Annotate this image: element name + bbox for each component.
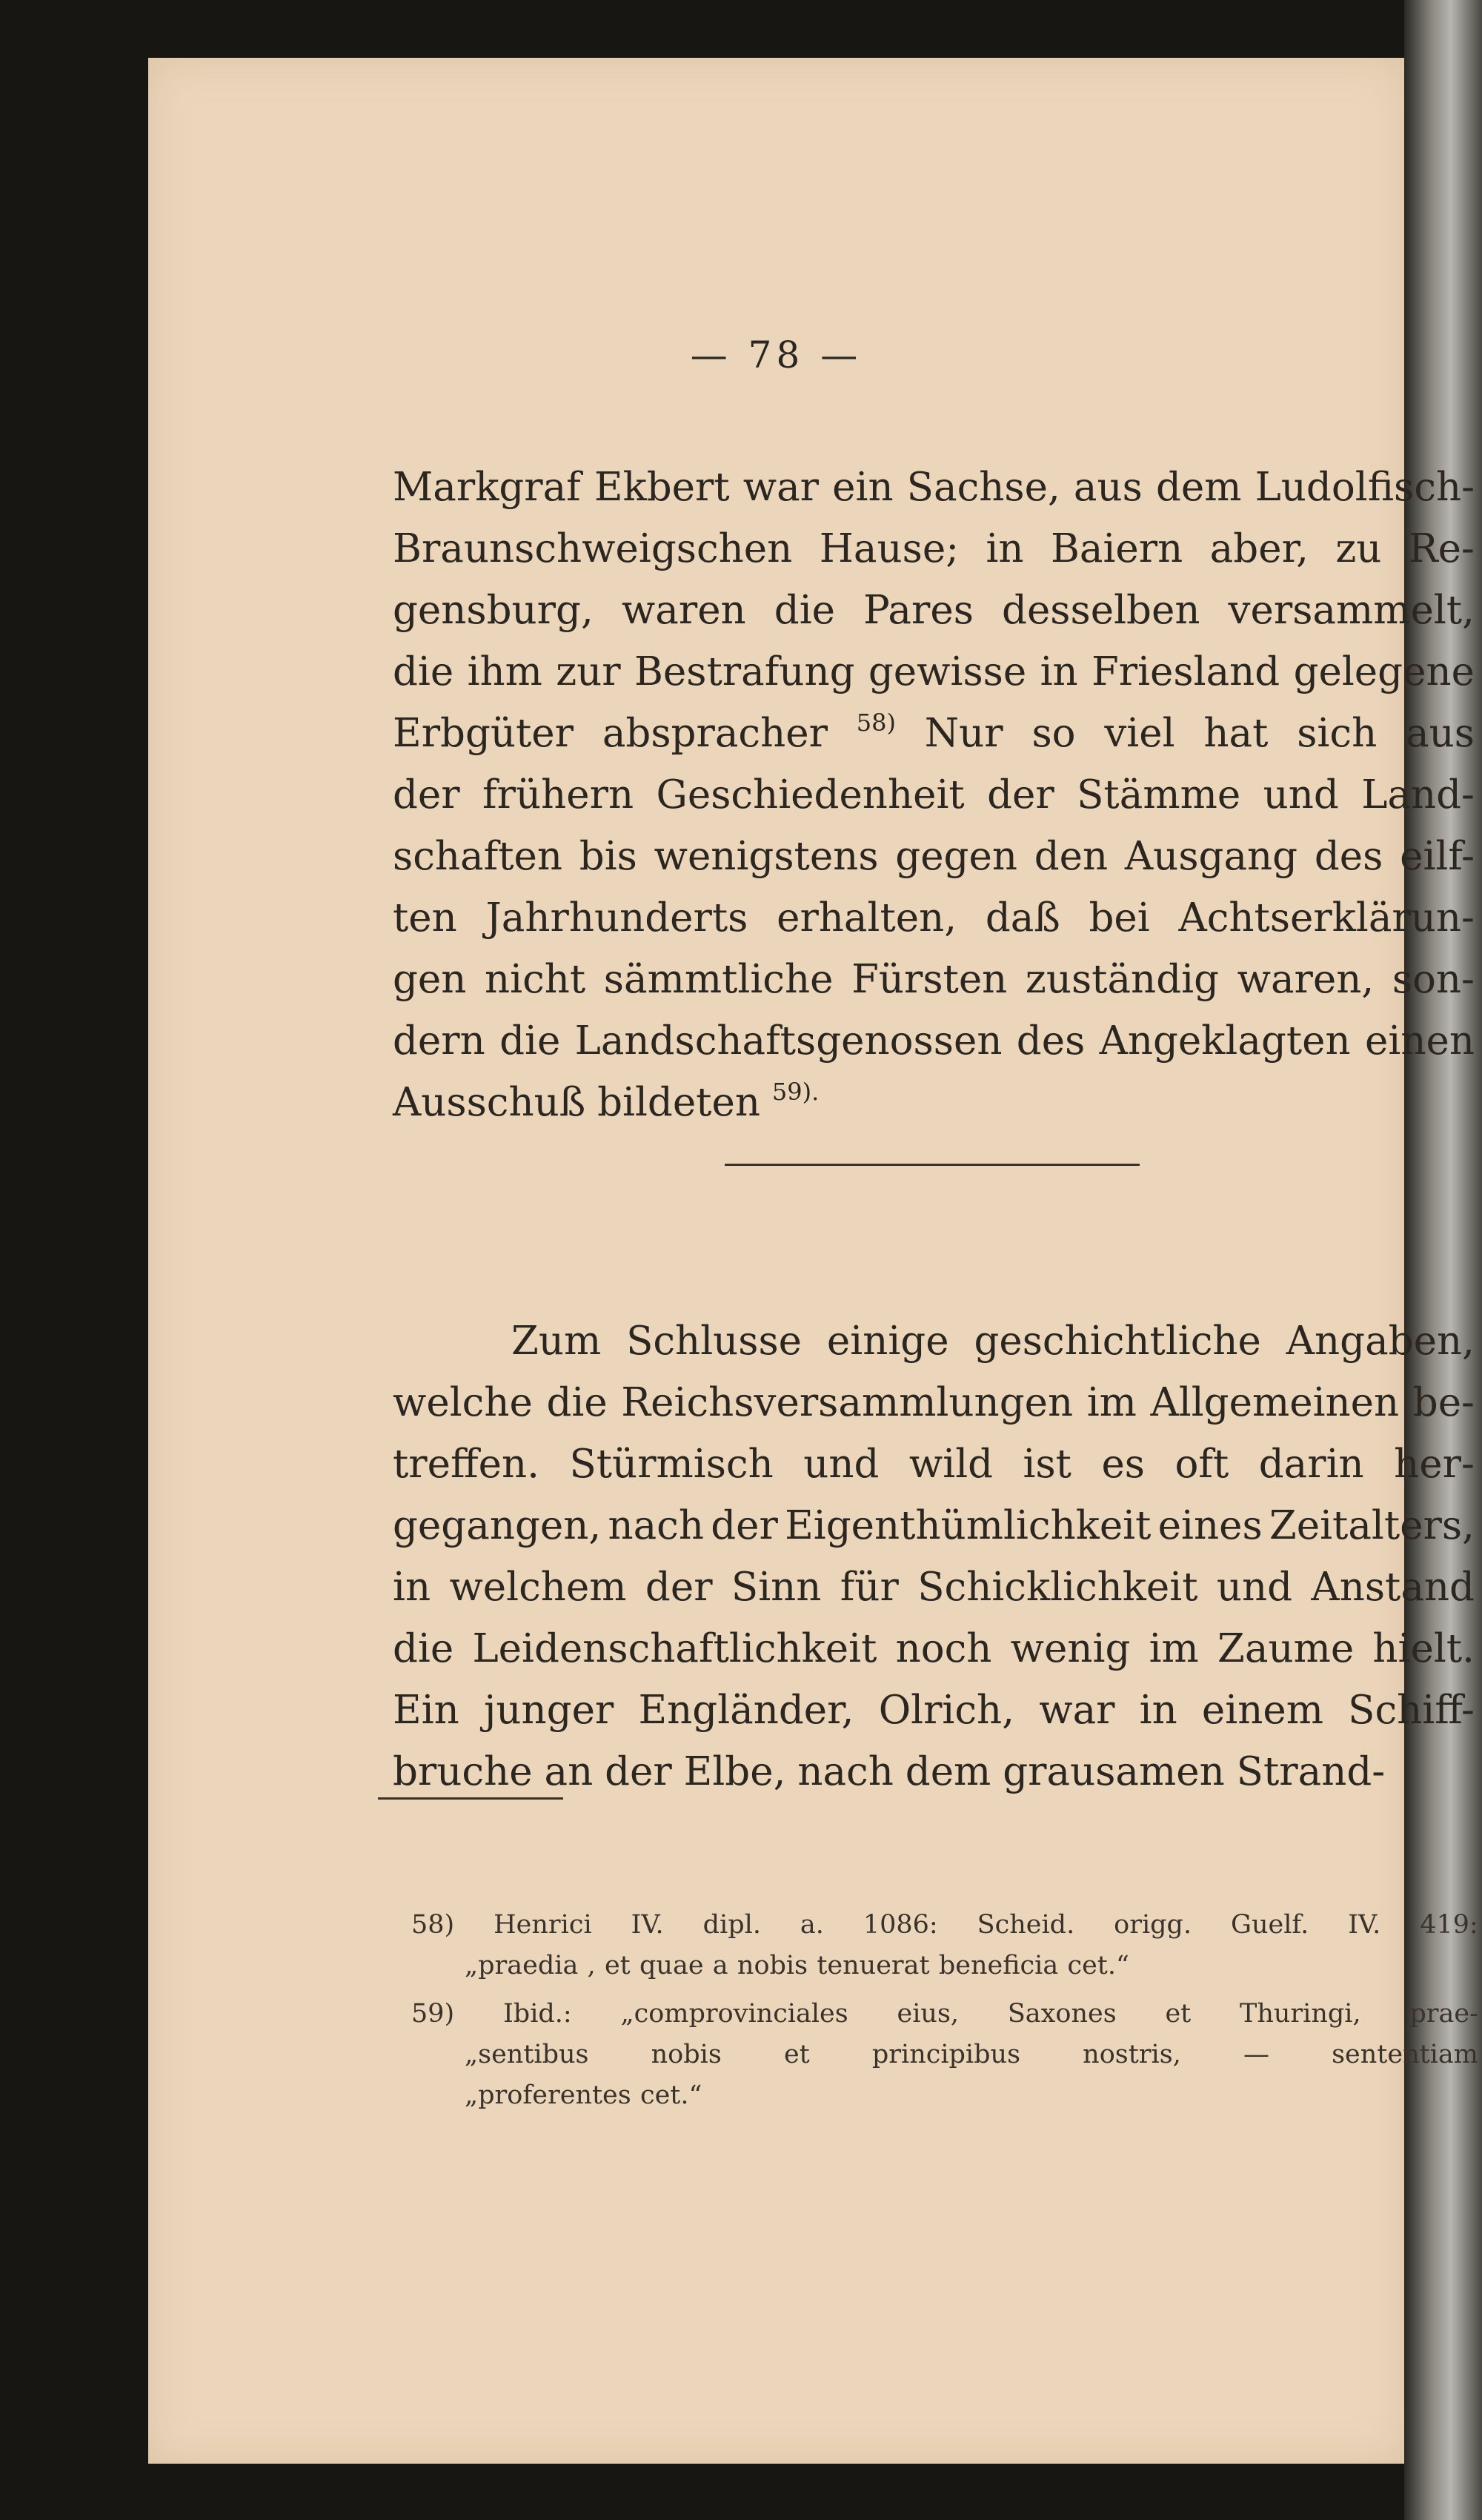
- word: Strand-: [1236, 1749, 1386, 1794]
- word: ist: [1023, 1442, 1071, 1487]
- word: Nur: [924, 711, 1003, 756]
- word: Eigenthümlichkeit: [785, 1503, 1152, 1548]
- word: aber,: [1209, 526, 1309, 571]
- word: und: [1263, 772, 1339, 818]
- text-line: [393, 1310, 1475, 1372]
- word: hat: [1203, 711, 1269, 756]
- word: prae-: [1409, 1999, 1478, 2029]
- word: Stürmisch: [569, 1442, 774, 1487]
- word: die: [393, 1626, 454, 1671]
- word: Zum: [511, 1319, 602, 1364]
- text-line: [393, 1556, 1475, 1618]
- word: her-: [1394, 1442, 1475, 1487]
- word: Schicklichkeit: [917, 1565, 1198, 1610]
- text-line: [393, 949, 1475, 1010]
- word: quae: [639, 1951, 704, 1980]
- word: treffen.: [393, 1442, 539, 1487]
- word: nach: [608, 1503, 705, 1548]
- word: hielt.: [1372, 1626, 1475, 1671]
- word: beneficia: [938, 1951, 1059, 1980]
- word: Erbgüter: [393, 711, 574, 756]
- word: ein: [832, 465, 894, 510]
- word: eilf-: [1400, 834, 1475, 879]
- word: „proferentes: [465, 2080, 631, 2110]
- word: aus: [1406, 711, 1475, 756]
- word: nobis: [651, 2040, 722, 2069]
- word: dem: [1155, 465, 1242, 510]
- word: principibus: [871, 2040, 1021, 2069]
- word: Ludolfisch-: [1255, 465, 1475, 510]
- book-page: [148, 58, 1478, 2464]
- word: 59): [411, 1999, 455, 2029]
- word: Braunschweigschen: [393, 526, 793, 571]
- word: Zeitalters,: [1269, 1503, 1475, 1548]
- scan-background-edge: [1404, 0, 1482, 2520]
- word: für: [840, 1565, 899, 1610]
- word: frühern: [482, 772, 634, 818]
- word: abspracher: [602, 711, 828, 756]
- word: bruche: [393, 1749, 533, 1794]
- word: Land-: [1361, 772, 1475, 818]
- word: „sentibus: [465, 2040, 589, 2069]
- word: Zaume: [1217, 1626, 1355, 1671]
- text-line: [393, 1372, 1475, 1433]
- word: Olrich,: [878, 1688, 1015, 1733]
- section-divider: [725, 1164, 1140, 1166]
- word: geschichtliche: [974, 1319, 1261, 1364]
- word: einen: [1365, 1018, 1475, 1064]
- word: Friesland: [1091, 649, 1280, 694]
- word: zu: [1335, 526, 1382, 571]
- word: 59).: [771, 1078, 820, 1106]
- word: 58): [411, 1910, 455, 1940]
- word: a.: [800, 1910, 824, 1940]
- footnote-line: [411, 1994, 1478, 2035]
- word: grausamen: [1003, 1749, 1225, 1794]
- word: et: [1165, 1999, 1192, 2029]
- word: im: [1086, 1380, 1137, 1425]
- word: daß: [985, 895, 1060, 941]
- word: be-: [1412, 1380, 1475, 1425]
- word: der: [711, 1503, 778, 1548]
- word: ,: [587, 1951, 596, 1980]
- word: Thuringi,: [1240, 1999, 1361, 2029]
- word: einem: [1201, 1688, 1323, 1733]
- word: Angaben,: [1286, 1319, 1475, 1364]
- footnote-line: [411, 1905, 1478, 1946]
- footnote-line: [411, 2035, 1478, 2075]
- word: des: [1314, 834, 1383, 879]
- word: eius,: [897, 1999, 960, 2029]
- word: Ausschuß: [393, 1080, 586, 1125]
- text-line: [393, 703, 1475, 764]
- word: waren: [621, 588, 746, 633]
- word: Allgemeinen: [1150, 1380, 1400, 1425]
- word: Engländer,: [638, 1688, 854, 1733]
- word: Re-: [1408, 526, 1475, 571]
- word: nach: [797, 1749, 894, 1794]
- word: der: [645, 1565, 713, 1610]
- word: die: [546, 1380, 608, 1425]
- word: der: [605, 1749, 672, 1794]
- text-line: [393, 1433, 1475, 1495]
- word: aus: [1073, 465, 1143, 510]
- word: Achtserklärun-: [1178, 895, 1475, 941]
- word: —: [1243, 2040, 1269, 2069]
- word: Angeklagten: [1099, 1018, 1351, 1064]
- word: gensburg,: [393, 588, 594, 633]
- word: Markgraf: [393, 465, 581, 510]
- word: und: [803, 1442, 880, 1487]
- word: in: [1139, 1688, 1177, 1733]
- word: wenigstens: [654, 834, 879, 879]
- word: 419:: [1420, 1910, 1478, 1940]
- word: a: [712, 1951, 728, 1980]
- word: Schlusse: [626, 1319, 803, 1364]
- word: sich: [1297, 711, 1378, 756]
- word: der: [987, 772, 1054, 818]
- text-line: [393, 1072, 1475, 1133]
- text-line: [393, 580, 1475, 641]
- word: junger: [483, 1688, 614, 1733]
- word: und: [1216, 1565, 1293, 1610]
- word: Landschaftsgenossen: [574, 1018, 1003, 1064]
- word: nostris,: [1083, 2040, 1181, 2069]
- word: Jahrhunderts: [485, 895, 748, 941]
- word: bei: [1089, 895, 1150, 941]
- footnote-line: [411, 2075, 1478, 2116]
- word: et: [604, 1951, 631, 1980]
- footnote: [411, 1905, 1478, 1986]
- word: Leidenschaftlichkeit: [472, 1626, 877, 1671]
- word: sententiam: [1332, 2040, 1478, 2069]
- word: Pares: [863, 588, 974, 633]
- word: schaften: [393, 834, 563, 879]
- word: Bestrafung: [634, 649, 855, 694]
- word: ten: [393, 895, 457, 941]
- word: war: [1039, 1688, 1115, 1733]
- word: welchem: [449, 1565, 627, 1610]
- text-line: [393, 1618, 1475, 1680]
- word: der: [393, 772, 460, 818]
- word: Anstand: [1311, 1565, 1475, 1610]
- word: zuständig: [1025, 957, 1219, 1002]
- word: eines: [1157, 1503, 1263, 1548]
- word: 1086:: [863, 1910, 938, 1940]
- word: oft: [1174, 1442, 1229, 1487]
- text-line: [393, 1495, 1475, 1556]
- word: Ekbert: [594, 465, 730, 510]
- word: nicht: [485, 957, 586, 1002]
- page-number: — 78 —: [690, 334, 863, 377]
- word: IV.: [1348, 1910, 1381, 1940]
- word: Ibid.:: [502, 1999, 572, 2029]
- footnote: [411, 1994, 1478, 2116]
- paragraph: [393, 457, 1475, 1133]
- word: bildeten: [597, 1080, 760, 1125]
- word: gegangen,: [393, 1503, 602, 1548]
- word: dipl.: [702, 1910, 761, 1940]
- text-line: [393, 457, 1475, 518]
- word: „praedia: [465, 1951, 579, 1980]
- word: so: [1031, 711, 1076, 756]
- word: Scheid.: [977, 1910, 1075, 1940]
- word: dern: [393, 1018, 485, 1064]
- word: tenuerat: [817, 1951, 930, 1980]
- word: Henrici: [494, 1910, 592, 1940]
- word: cet.“: [639, 2080, 702, 2110]
- footnote-divider: [378, 1797, 563, 1800]
- paragraph: [393, 1310, 1475, 1803]
- word: ihm: [467, 649, 542, 694]
- word: et: [783, 2040, 810, 2069]
- word: Baiern: [1050, 526, 1183, 571]
- word: Hause;: [819, 526, 960, 571]
- word: son-: [1392, 957, 1475, 1002]
- word: Fürsten: [851, 957, 1008, 1002]
- word: origg.: [1114, 1910, 1192, 1940]
- word: 58): [856, 709, 896, 737]
- word: im: [1149, 1626, 1199, 1671]
- word: waren,: [1237, 957, 1375, 1002]
- word: des: [1016, 1018, 1086, 1064]
- word: Sachse,: [906, 465, 1060, 510]
- word: Sinn: [731, 1565, 822, 1610]
- footnote-line: [411, 1946, 1478, 1986]
- word: Elbe,: [683, 1749, 786, 1794]
- word: nobis: [737, 1951, 808, 1980]
- word: gewisse: [868, 649, 1027, 694]
- word: viel: [1104, 711, 1175, 756]
- word: einige: [826, 1319, 949, 1364]
- word: in: [393, 1565, 431, 1610]
- word: gegen: [895, 834, 1017, 879]
- word: die: [774, 588, 836, 633]
- text-line: [393, 764, 1475, 826]
- word: an: [544, 1749, 594, 1794]
- word: Guelf.: [1231, 1910, 1309, 1940]
- word: die: [393, 649, 454, 694]
- word: in: [986, 526, 1024, 571]
- word: welche: [393, 1380, 533, 1425]
- word: desselben: [1002, 588, 1200, 633]
- text-line: [393, 1010, 1475, 1072]
- word: IV.: [631, 1910, 664, 1940]
- text-line: [393, 641, 1475, 703]
- word: versammelt,: [1228, 588, 1475, 633]
- word: „comprovinciales: [620, 1999, 848, 2029]
- word: gen: [393, 957, 467, 1002]
- word: zur: [556, 649, 621, 694]
- word: noch: [895, 1626, 992, 1671]
- word: wenig: [1010, 1626, 1131, 1671]
- word: Ausgang: [1124, 834, 1298, 879]
- word: den: [1034, 834, 1109, 879]
- word: Schiff-: [1348, 1688, 1475, 1733]
- text-line: [393, 518, 1475, 580]
- word: es: [1101, 1442, 1146, 1487]
- word: sämmtliche: [603, 957, 834, 1002]
- word: Geschiedenheit: [656, 772, 965, 818]
- word: Reichsversammlungen: [621, 1380, 1074, 1425]
- word: Stämme: [1077, 772, 1241, 818]
- word: gelegene: [1293, 649, 1475, 694]
- word: Saxones: [1007, 1999, 1117, 2029]
- word: Ein: [393, 1688, 459, 1733]
- word: cet.“: [1067, 1951, 1129, 1980]
- word: wild: [908, 1442, 994, 1487]
- word: dem: [905, 1749, 991, 1794]
- text-line: [393, 1741, 1475, 1803]
- word: bis: [579, 834, 637, 879]
- word: war: [742, 465, 820, 510]
- text-line: [393, 826, 1475, 887]
- text-line: [393, 887, 1475, 949]
- word: erhalten,: [777, 895, 957, 941]
- word: darin: [1258, 1442, 1364, 1487]
- word: die: [499, 1018, 561, 1064]
- word: in: [1040, 649, 1078, 694]
- text-line: [393, 1680, 1475, 1741]
